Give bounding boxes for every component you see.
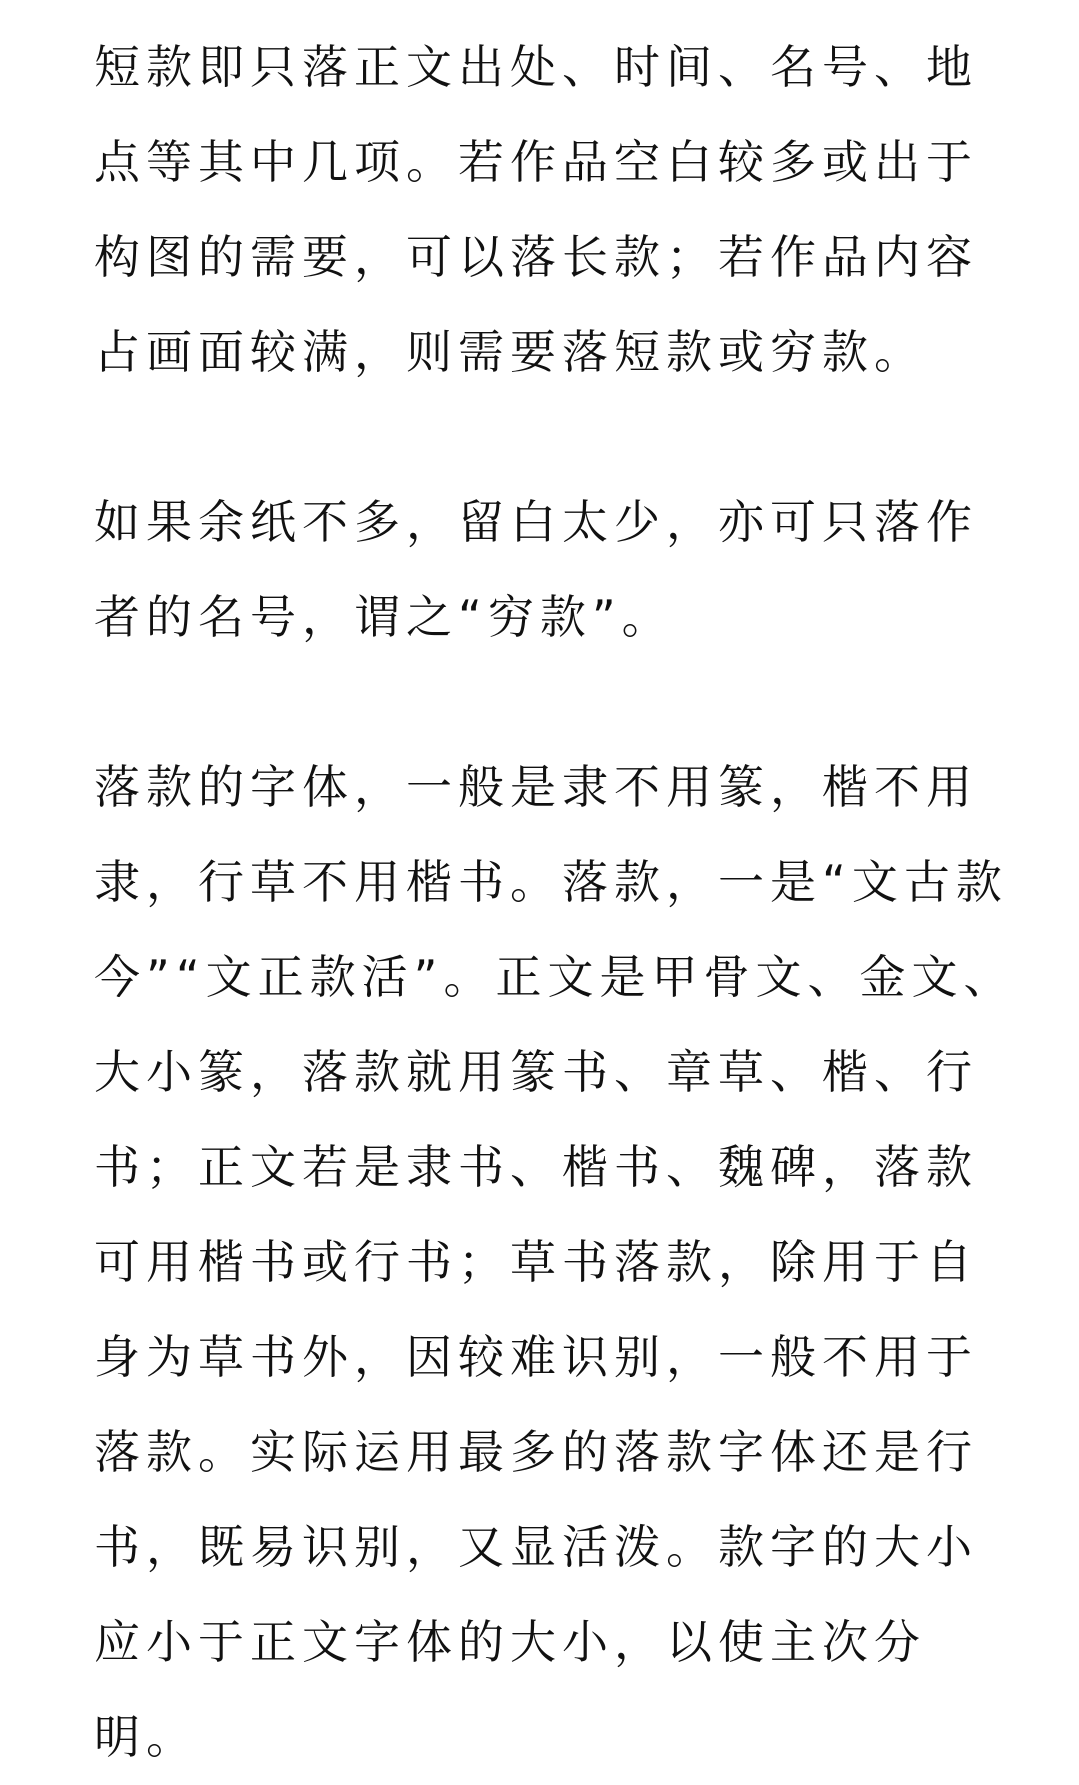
text-line: 如果余纸不多，留白太少，亦可只落作: [94, 495, 978, 549]
text-line: 落款的字体，一般是隶不用篆，楷不用: [94, 760, 978, 814]
text-line: 大小篆，落款就用篆书、章草、楷、行: [94, 1045, 978, 1099]
text-line: 身为草书外，因较难识别，一般不用于: [94, 1330, 978, 1384]
text-line: 可用楷书或行书；草书落款，除用于自: [94, 1235, 978, 1289]
text-line: 落款。实际运用最多的落款字体还是行: [94, 1425, 978, 1479]
text-line: 明。: [94, 1710, 198, 1764]
text-line: 书；正文若是隶书、楷书、魏碑，落款: [94, 1140, 978, 1194]
text-line: 短款即只落正文出处、时间、名号、地: [94, 40, 978, 94]
paragraph-spacer: [94, 665, 994, 740]
paragraph-spacer: [94, 400, 994, 475]
text-line: 构图的需要，可以落长款；若作品内容: [94, 230, 978, 284]
text-line: 占画面较满，则需要落短款或穷款。: [94, 325, 926, 379]
paragraph-poor-inscription: [94, 475, 994, 665]
text-line: 点等其中几项。若作品空白较多或出于: [94, 135, 978, 189]
text-line: 者的名号，谓之“穷款”。: [94, 590, 674, 644]
text-line: 今”“文正款活”。正文是甲骨文、金文、: [94, 950, 1016, 1004]
article-body: [94, 20, 1016, 1785]
paragraph-inscription-font: [94, 740, 1016, 1785]
text-line: 隶，行草不用楷书。落款，一是“文古款: [94, 855, 1008, 909]
paragraph-short-inscription: [94, 20, 994, 400]
text-line: 书，既易识别，又显活泼。款字的大小: [94, 1520, 978, 1574]
text-line: 应小于正文字体的大小，以使主次分: [94, 1615, 926, 1669]
